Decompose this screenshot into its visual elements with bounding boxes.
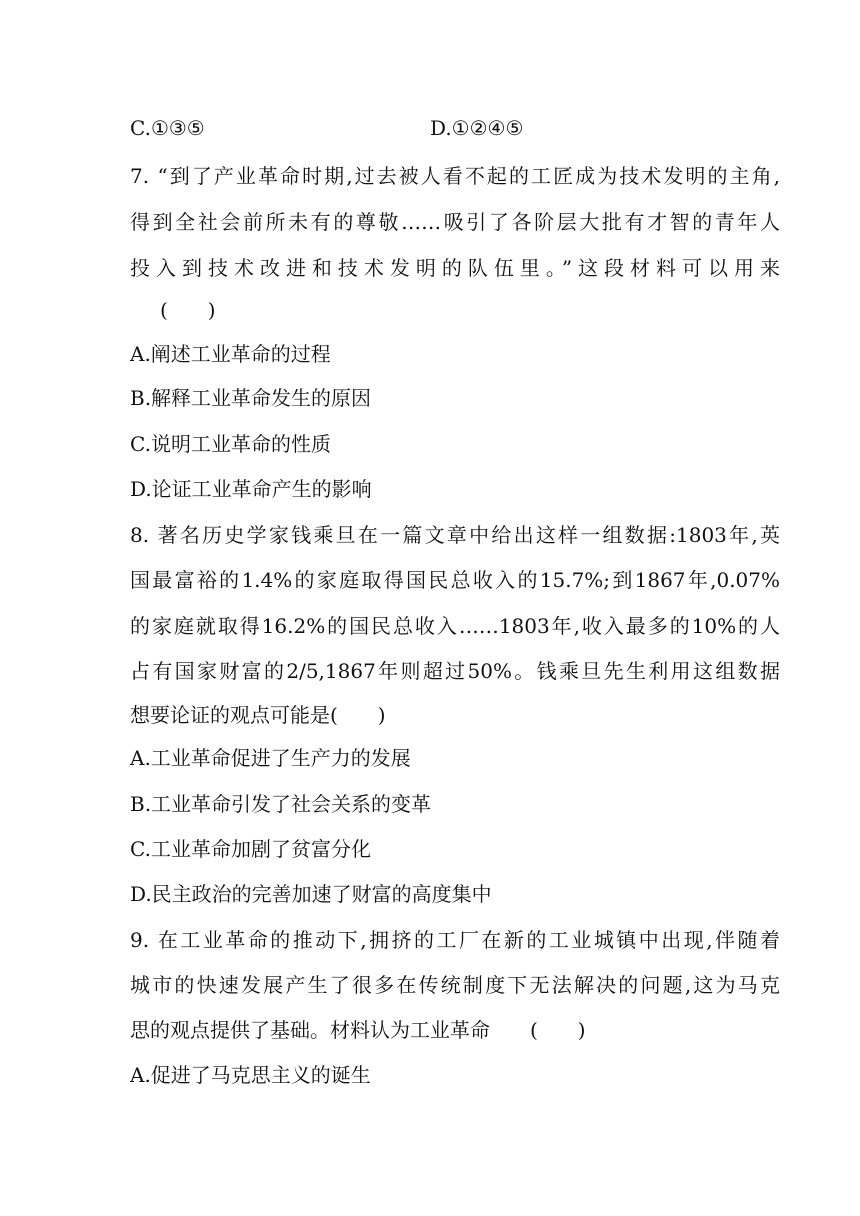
q9-stem-line-3: 思的观点提供了基础。材料认为工业革命 ( )	[130, 1018, 586, 1042]
q8-stem-line-1: 8. 著名历史学家钱乘旦在一篇文章中给出这样一组数据:1803年,英	[130, 523, 780, 547]
q6-options-row	[130, 114, 524, 142]
q7-option-d: D.论证工业革命产生的影响	[130, 477, 372, 501]
q8-stem-line-4: 占有国家财富的2/5,1867年则超过50%。钱乘旦先生利用这组数据	[130, 659, 780, 683]
q8-option-a: A.工业革命促进了生产力的发展	[130, 746, 411, 770]
q7-stem-line-2: 得到全社会前所未有的尊敬……吸引了各阶层大批有才智的青年人	[130, 210, 780, 234]
q9-stem-line-1: 9. 在工业革命的推动下,拥挤的工厂在新的工业城镇中出现,伴随着	[130, 928, 780, 952]
q9-stem-line-2: 城市的快速发展产生了很多在传统制度下无法解决的问题,这为马克	[130, 973, 780, 997]
q6-option-c: C.①③⑤	[130, 116, 205, 140]
q6-option-d: D.①②④⑤	[430, 116, 524, 140]
q9-option-a: A.促进了马克思主义的诞生	[130, 1063, 371, 1087]
q7-option-c: C.说明工业革命的性质	[130, 432, 331, 456]
q7-option-a: A.阐述工业革命的过程	[130, 342, 331, 366]
q7-answer-blank: ( )	[160, 298, 216, 322]
q8-option-d: D.民主政治的完善加速了财富的高度集中	[130, 882, 492, 906]
q7-option-b: B.解释工业革命发生的原因	[130, 386, 372, 410]
q8-stem-line-3: 的家庭就取得16.2%的国民总收入……1803年,收入最多的10%的人	[130, 614, 780, 638]
q8-option-c: C.工业革命加剧了贫富分化	[130, 837, 371, 861]
q8-stem-line-2: 国最富裕的1.4%的家庭取得国民总收入的15.7%;到1867年,0.07%	[130, 568, 780, 592]
q7-stem-line-1: 7. “到了产业革命时期,过去被人看不起的工匠成为技术发明的主角,	[130, 164, 780, 188]
q8-stem-line-5: 想要论证的观点可能是( )	[130, 703, 386, 727]
q7-stem-line-3: 投入到技术改进和技术发明的队伍里。”这段材料可以用来	[130, 256, 780, 280]
q8-option-b: B.工业革命引发了社会关系的变革	[130, 792, 432, 816]
